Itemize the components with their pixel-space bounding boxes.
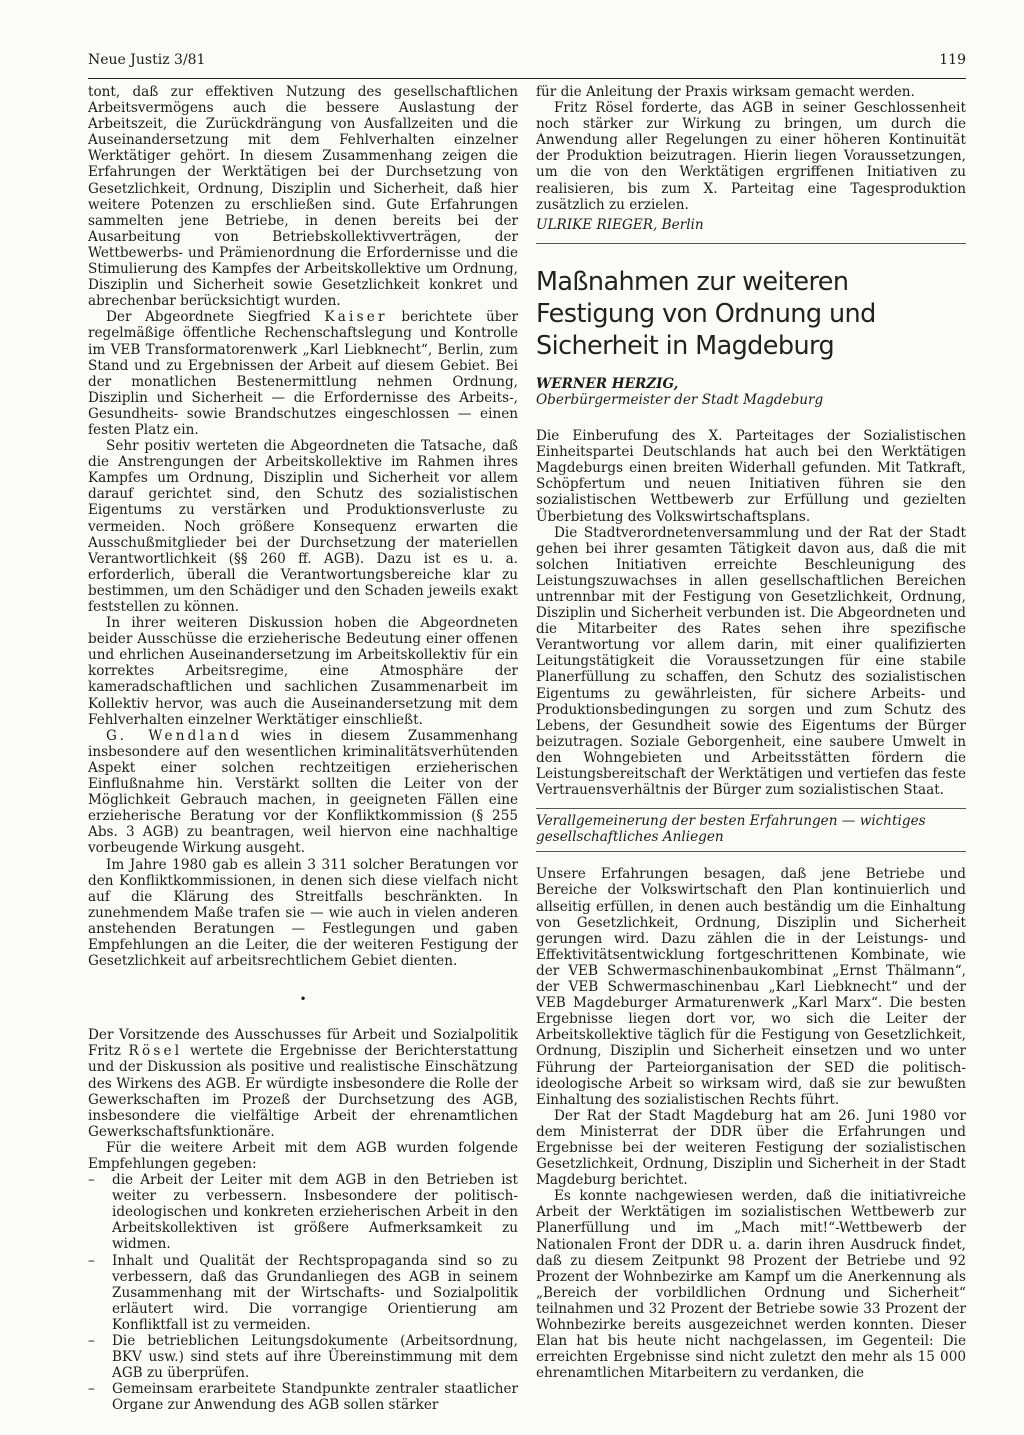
- paragraph: Der Rat der Stadt Magdeburg hat am 26. Juni 1980 vor dem Ministerrat der DDR über die Erfahrungen und Ergebnisse bei der weiteren Festigung der sozialistischen Gesetzlichkeit, Ordnung, Disziplin und Sicherheit in der Stadt Magdeburg berichtet.: [536, 1107, 966, 1189]
- subheading: Verallgemeinerung der besten Erfahrungen — wichtiges gesellschaftliches Anliegen: [536, 813, 926, 846]
- paragraph: Die Einberufung des X. Parteitages der Sozialistischen Einheitspartei Deutschlands hat auch bei den Werktätigen Magdeburgs einen breiten Widerhall gefunden. Mit Tatkraft, Schöpfertum und neuen Initiativen führen sie den sozialistischen Wettbewerb zur Erfüllung und gezielten Überbietung des Volkswirtschaftsplans.: [536, 428, 966, 525]
- section-separator: •: [299, 992, 307, 1007]
- author-name: WERNER HERZIG,: [536, 375, 679, 392]
- spaced-name: Kaiser: [324, 309, 388, 326]
- spaced-name: G. Wendland: [106, 727, 243, 744]
- spaced-name: Rösel: [128, 1043, 183, 1060]
- paragraph: [88, 1027, 518, 1140]
- article-headline: Maßnahmen zur weiteren Festigung von Ordnung und Sicherheit in Magdeburg: [536, 266, 876, 361]
- text-run: berichtete über regelmäßige öffentliche Rechenschaftslegung und Kontrolle im VEB Transformatorenwerk „Karl Liebknecht“, Berlin, zum Stand und zu Ergebnissen der Arbeit auf diesem Gebiet. Bei der monatlichen Bestenermittlung nehmen Ordnung, Disziplin und Sicherheit — die Erfordernisse des Arbeits-, Gesundheits- sowie Brandschutzes eingeschlossen — einen festen Platz ein.: [88, 309, 518, 438]
- recommendation-list: [88, 1172, 518, 1413]
- paragraph: Fritz Rösel forderte, das AGB in seiner Geschlossenheit noch stärker zur Wirkung zu bringen, um durch die Anwendung aller Regelungen zu einer höheren Kontinuität der Produktion beizutragen. Hierin liegen Voraussetzungen, um die von den Werktätigen ergriffenen Initiativen zu realisieren, bis zum X. Parteitag eine Tagesproduktion zusätzlich zu erzielen.: [536, 100, 966, 213]
- paragraph: tont, daß zur effektiven Nutzung des gesellschaftlichen Arbeitsvermögens auch die bessere Auslastung der Arbeitszeit, die Zurückdrängung von Ausfallzeiten und die Auseinandersetzung mit dem Fehlverhalten einzelner Werktätiger gehört. In diesem Zusammenhang zeigen die Erfahrungen der Werktätigen bei der Durchsetzung von Gesetzlichkeit, Ordnung, Disziplin und Sicherheit, daß hier weitere Potenzen zu erschließen sind. Gute Erfahrungen sammelten jene Betriebe, in denen bereits bei der Ausarbeitung von Betriebskollektivverträgen, der Wettbewerbs- und Prämienordnung die Erfordernisse und die Stimulierung des Kampfes der Arbeitskollektive um Ordnung, Disziplin und Sicherheit sowie Gesetzlichkeit konkret und abrechenbar berücksichtigt wurden.: [88, 84, 518, 310]
- subheading-block: [536, 808, 966, 852]
- paragraph: für die Anleitung der Praxis wirksam gemacht werden.: [536, 84, 915, 100]
- text-run: Der Abgeordnete Siegfried: [106, 309, 325, 326]
- list-item: – Gemeinsam erarbeitete Standpunkte zentraler staatlicher Organe zur Anwendung des AGB sollen stärker: [88, 1381, 518, 1413]
- paragraph: In ihrer weiteren Diskussion hoben die Abgeordneten beider Ausschüsse die erzieherische Bedeutung einer offenen und ehrlichen Auseinandersetzung im Arbeitskollektiv für ein korrektes Arbeitsregime, eine Atmosphäre der kameradschaftlichen und sachlichen Zusammenarbeit im Kollektiv hervor, was auch die Auseinandersetzung mit dem Fehlverhalten einzelner Werktätiger einschließt.: [88, 615, 518, 728]
- right-column: [536, 84, 966, 1381]
- paragraph: Die Stadtverordnetenversammlung und der Rat der Stadt gehen bei ihrer gesamten Tätigkeit davon aus, daß die mit solchen Initiativen erreichte Beschleunigung des Leistungszuwachses in allen gesellschaftlichen Bereichen untrennbar mit der Festigung von Gesetzlichkeit, Ordnung, Disziplin und Sicherheit verbunden ist. Die Abgeordneten und die Mitarbeiter des Rates sehen ihre spezifische Verantwortung vor allem darin, mit einer qualifizierten Leitungstätigkeit die Voraussetzungen für eine stabile Planerfüllung zu schaffen, den Schutz des sozialistischen Eigentums zu gewährleisten, für sichere Arbeits- und Produktionsbedingungen zu sorgen und zum Schutz des Lebens, der Gesundheit sowie des Eigentums der Bürger beizutragen. Soziale Geborgenheit, eine saubere Umwelt in den Wohngebieten und Arbeitsstätten fördern die Leistungsbereitschaft der Werktätigen und vertiefen das feste Vertrauensverhältnis der Bürger zum sozialistischen Staat.: [536, 524, 966, 799]
- text-run: wertete die Ergebnisse der Berichterstattung und der Diskussion als positive und realistische Einschätzung des Wirkens des AGB. Er würdigte insbesondere die Rolle der Gewerkschaften im Prozeß der Durchsetzung des AGB, insbesondere die vielfältige Arbeit der ehrenamtlichen Gewerkschaftsfunktionäre.: [88, 1043, 518, 1140]
- paragraph: Es konnte nachgewiesen werden, daß die initiativreiche Arbeit der Werktätigen im sozialistischen Wettbewerb zur Planerfüllung und im „Mach mit!“-Wettbewerb der Nationalen Front der DDR u. a. darin ihren Ausdruck findet, daß zu diesem Zeitpunkt 98 Prozent der Betriebe und 92 Prozent der Wohnbezirke am Kampf um die Anerkennung als „Bereich der vorbildlichen Ordnung und Sicherheit“ teilnahmen und 32 Prozent der Betriebe sowie 33 Prozent der Wohnbezirke bereits ausgezeichnet werden konnten. Dieser Elan hat bis heute nicht nachgelassen, im Gegenteil: Die erreichten Ergebnisse sind nicht zuletzt den mehr als 15 000 ehrenamtlichen Mitarbeitern zu verdanken, die: [536, 1188, 966, 1382]
- paragraph: Unsere Erfahrungen besagen, daß jene Betriebe und Bereiche der Volkswirtschaft den Plan kontinuierlich und allseitig erfüllen, in denen auch beständig um die Einhaltung von Gesetzlichkeit, Ordnung, Disziplin und Sicherheit gerungen wird. Dazu zählen die in der Leistungs- und Effektivitätsentwicklung fortgeschrittenen Kombinate, wie der VEB Schwermaschinenbaukombinat „Ernst Thälmann“, der VEB Schwermaschinenbau „Karl Liebknecht“ und der VEB Magdeburger Armaturenwerk „Karl Marx“. Die besten Ergebnisse liegen dort vor, wo sich die Leiter der Arbeitskollektive täglich für die Festigung von Gesetzlichkeit, Ordnung, Disziplin und Sicherheit einsetzen und wo unter Führung der Parteiorganisation der SED die politisch-ideologische Arbeit so wirksam wird, daß sie zur bewußten Einhaltung des sozialistischen Rechts führt.: [536, 866, 966, 1108]
- journal-issue: Neue Justiz 3/81: [88, 52, 206, 68]
- paragraph: Für die weitere Arbeit mit dem AGB wurden folgende Empfehlungen gegeben:: [88, 1139, 518, 1172]
- text-run: wies in diesem Zusammenhang insbesondere auf den wesentlichen kriminalitätsverhütenden Aspekt einer solchen rechtzeitigen erzieherischen Einflußnahme hin. Verstärkt sollten die Leiter von der Möglichkeit Gebrauch machen, in geeigneten Fällen eine erzieherische Beratung vor der Konfliktkommission (§ 255 Abs. 3 AGB) zu beantragen, weil hiervon eine nachhaltige vorbeugende Wirkung ausgeht.: [88, 727, 518, 857]
- paragraph: Sehr positiv werteten die Abgeordneten die Tatsache, daß die Anstrengungen der Arbeitskollektive im Rahmen ihres Kampfes um Ordnung, Disziplin und Sicherheit vor allem darauf gerichtet sind, den Schutz des sozialistischen Eigentums zu verstärken und Produktionsverluste zu vermeiden. Noch größere Konsequenz erwarten die Ausschußmitglieder bei der Durchsetzung der materiellen Verantwortlichkeit (§§ 260 ff. AGB). Dazu ist es u. a. erforderlich, überall die Verantwortungsbereiche klar zu bestimmen, um den Schädiger und den Schaden jeweils exakt feststellen zu können.: [88, 438, 518, 615]
- article-divider: [536, 243, 966, 244]
- byline: [536, 376, 966, 408]
- signature: ULRIKE RIEGER, Berlin: [536, 216, 704, 233]
- paragraph: Im Jahre 1980 gab es allein 3 311 solcher Beratungen vor den Konfliktkommissionen, in denen sich diese vielfach nicht auf die Klärung des Streitfalls beschränkten. In zunehmendem Maße trafen sie — wie auch in vielen anderen anstehenden Beratungen — Festlegungen und gaben Empfehlungen an die Leiter, die der weiteren Festigung der Gesetzlichkeit auf arbeitsrechtlichem Gebiet dienten.: [88, 856, 518, 970]
- page-number: 119: [939, 52, 966, 68]
- paragraph: [88, 728, 518, 857]
- header-divider: [88, 78, 966, 79]
- list-item: – die Arbeit der Leiter mit dem AGB in den Betrieben ist weiter zu verbessern. Insbesondere der politisch-ideologischen und konkreten erzieherischen Arbeit in den Arbeitskollektiven ist größere Aufmerksamkeit zu widmen.: [88, 1172, 518, 1252]
- paragraph: [88, 309, 518, 438]
- left-column: [88, 84, 518, 1414]
- list-item: – Die betrieblichen Leitungsdokumente (Arbeitsordnung, BKV usw.) sind stets auf ihre Übereinstimmung mit dem AGB zu überprüfen.: [88, 1333, 518, 1381]
- author-title: Oberbürgermeister der Stadt Magdeburg: [536, 391, 824, 408]
- text-run: Der Vorsitzende des Ausschusses für Arbeit und Sozialpolitik Fritz: [88, 1027, 518, 1060]
- page-header: [88, 52, 966, 76]
- list-item: – Inhalt und Qualität der Rechtspropaganda sind so zu verbessern, daß das Grundanliegen des AGB in seinem Zusammenhang mit der Wirtschafts- und Sozialpolitik erläutert wird. Die vorrangige Orientierung am Konfliktfall ist zu vermeiden.: [88, 1253, 518, 1333]
